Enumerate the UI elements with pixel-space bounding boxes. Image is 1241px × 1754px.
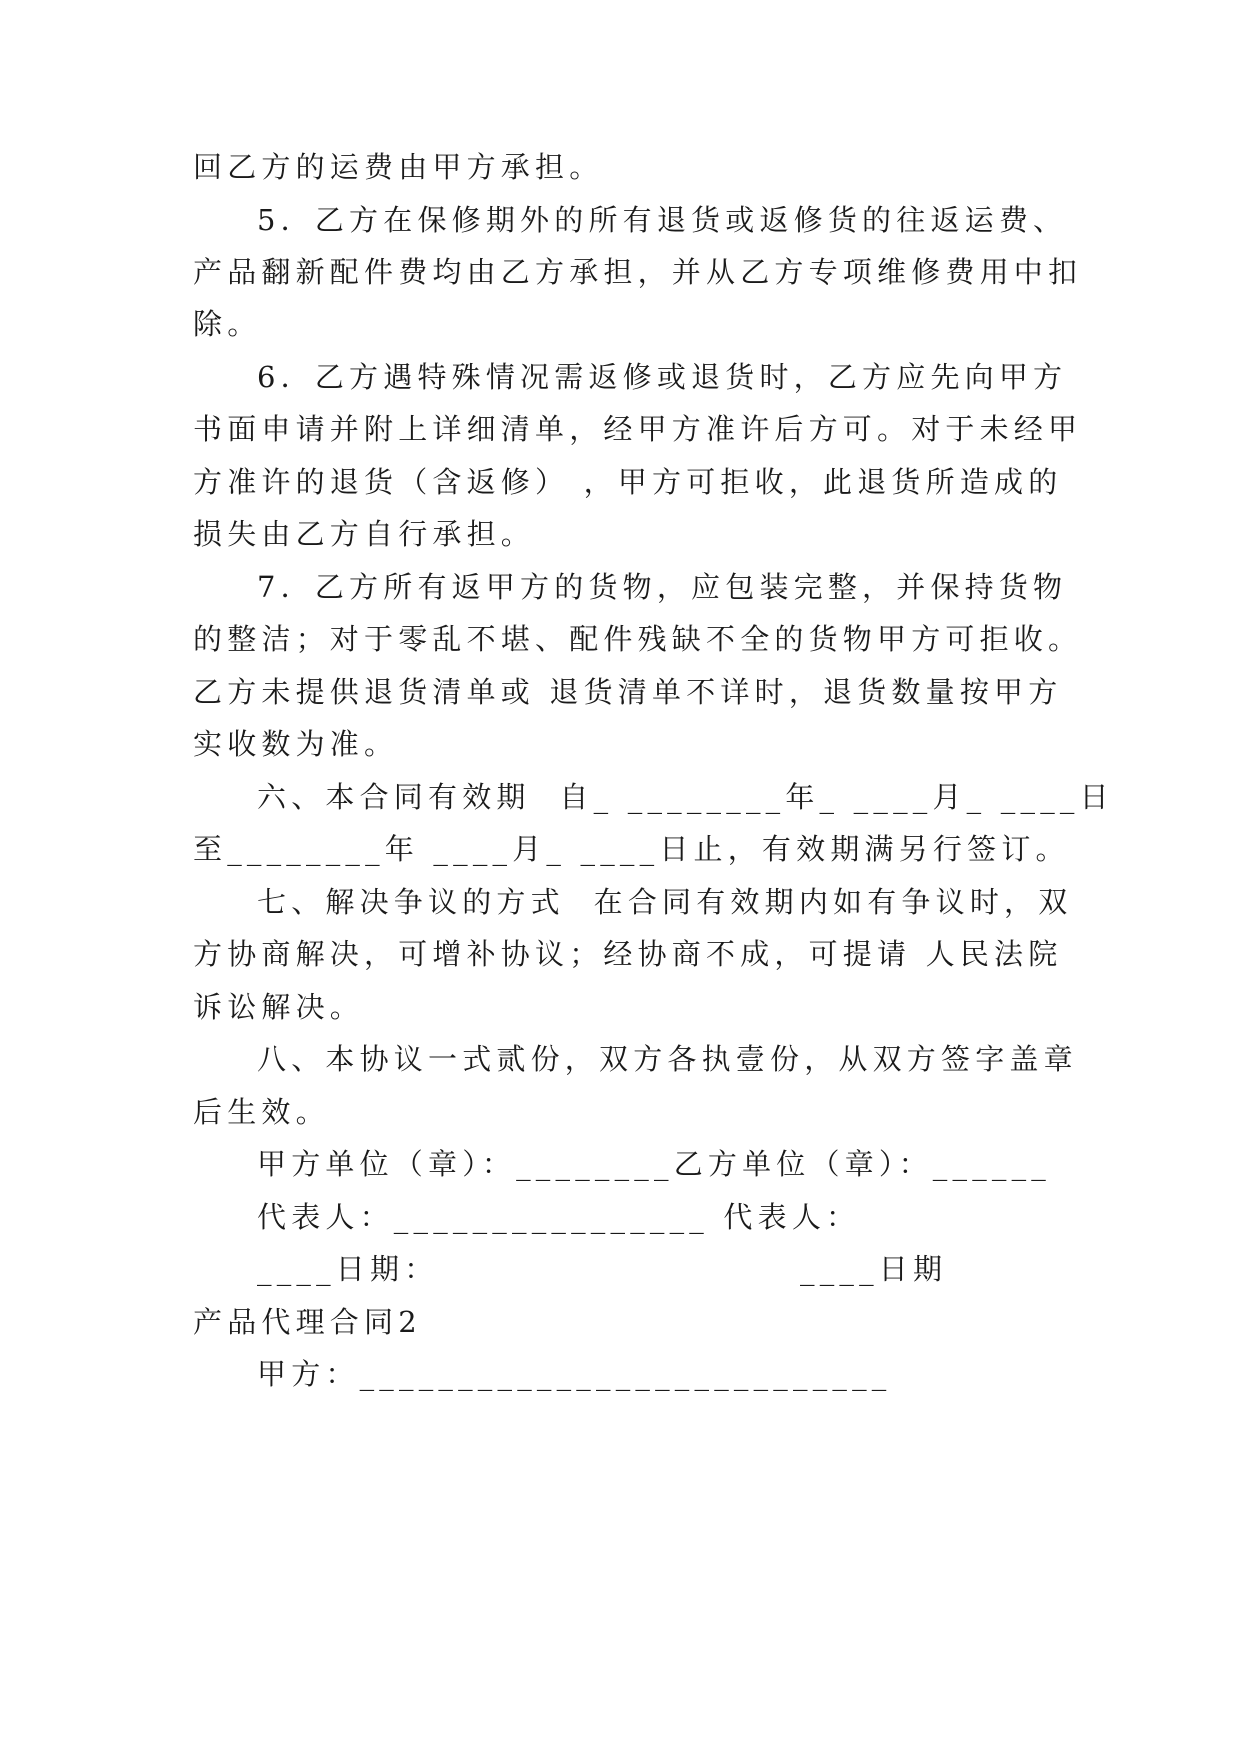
text-line: 至________年 ____月_ ____日止，有效期满另行签订。 <box>193 832 1070 866</box>
text-line: 后生效。 <box>193 1095 330 1129</box>
signature-date-a: ____日期： <box>257 1252 439 1286</box>
copies-clause-line: 八、本协议一式贰份，双方各执壹份，从双方签字盖章 <box>257 1042 1078 1076</box>
text-line: 书面申请并附上详细清单，经甲方准许后方可。对于未经甲 <box>193 412 1083 446</box>
party-a-line: 甲方：___________________________ <box>257 1357 892 1391</box>
contract-heading: 产品代理合同2 <box>193 1305 422 1339</box>
text-line: 乙方未提供退货清单或 退货清单不详时，退货数量按甲方 <box>193 675 1063 709</box>
clause-7-line: 7．乙方所有返甲方的货物，应包装完整，并保持货物 <box>257 570 1068 604</box>
clause-6-line: 6．乙方遇特殊情况需返修或退货时，乙方应先向甲方 <box>257 360 1068 394</box>
text-line: 实收数为准。 <box>193 727 399 761</box>
text-line: 损失由乙方自行承担。 <box>193 517 536 551</box>
signature-date-b: ____日期 <box>800 1252 948 1286</box>
text-line: 除。 <box>193 307 262 341</box>
text-line: 方协商解决，可增补协议；经协商不成，可提请 人民法院 <box>193 937 1063 971</box>
text-line: 诉讼解决。 <box>193 990 365 1024</box>
text-line: 回乙方的运费由甲方承担。 <box>193 150 604 184</box>
text-line: 产品翻新配件费均由乙方承担，并从乙方专项维修费用中扣 <box>193 255 1083 289</box>
text-line: 方准许的退货（含返修） ，甲方可拒收，此退货所造成的 <box>193 465 1063 499</box>
clause-5-line: 5．乙方在保修期外的所有退货或返修货的往返运费、 <box>257 203 1068 237</box>
text-line: 的整洁；对于零乱不堪、配件残缺不全的货物甲方可拒收。 <box>193 622 1083 656</box>
signature-representative-line: 代表人：________________ 代表人： <box>257 1200 861 1234</box>
dispute-resolution-line: 七、解决争议的方式 在合同有效期内如有争议时，双 <box>257 885 1073 919</box>
validity-period-line: 六、本合同有效期 自_ ________年_ ____月_ ____日 <box>257 780 1114 814</box>
signature-unit-line: 甲方单位（章）：________乙方单位（章）：______ <box>257 1147 1052 1181</box>
